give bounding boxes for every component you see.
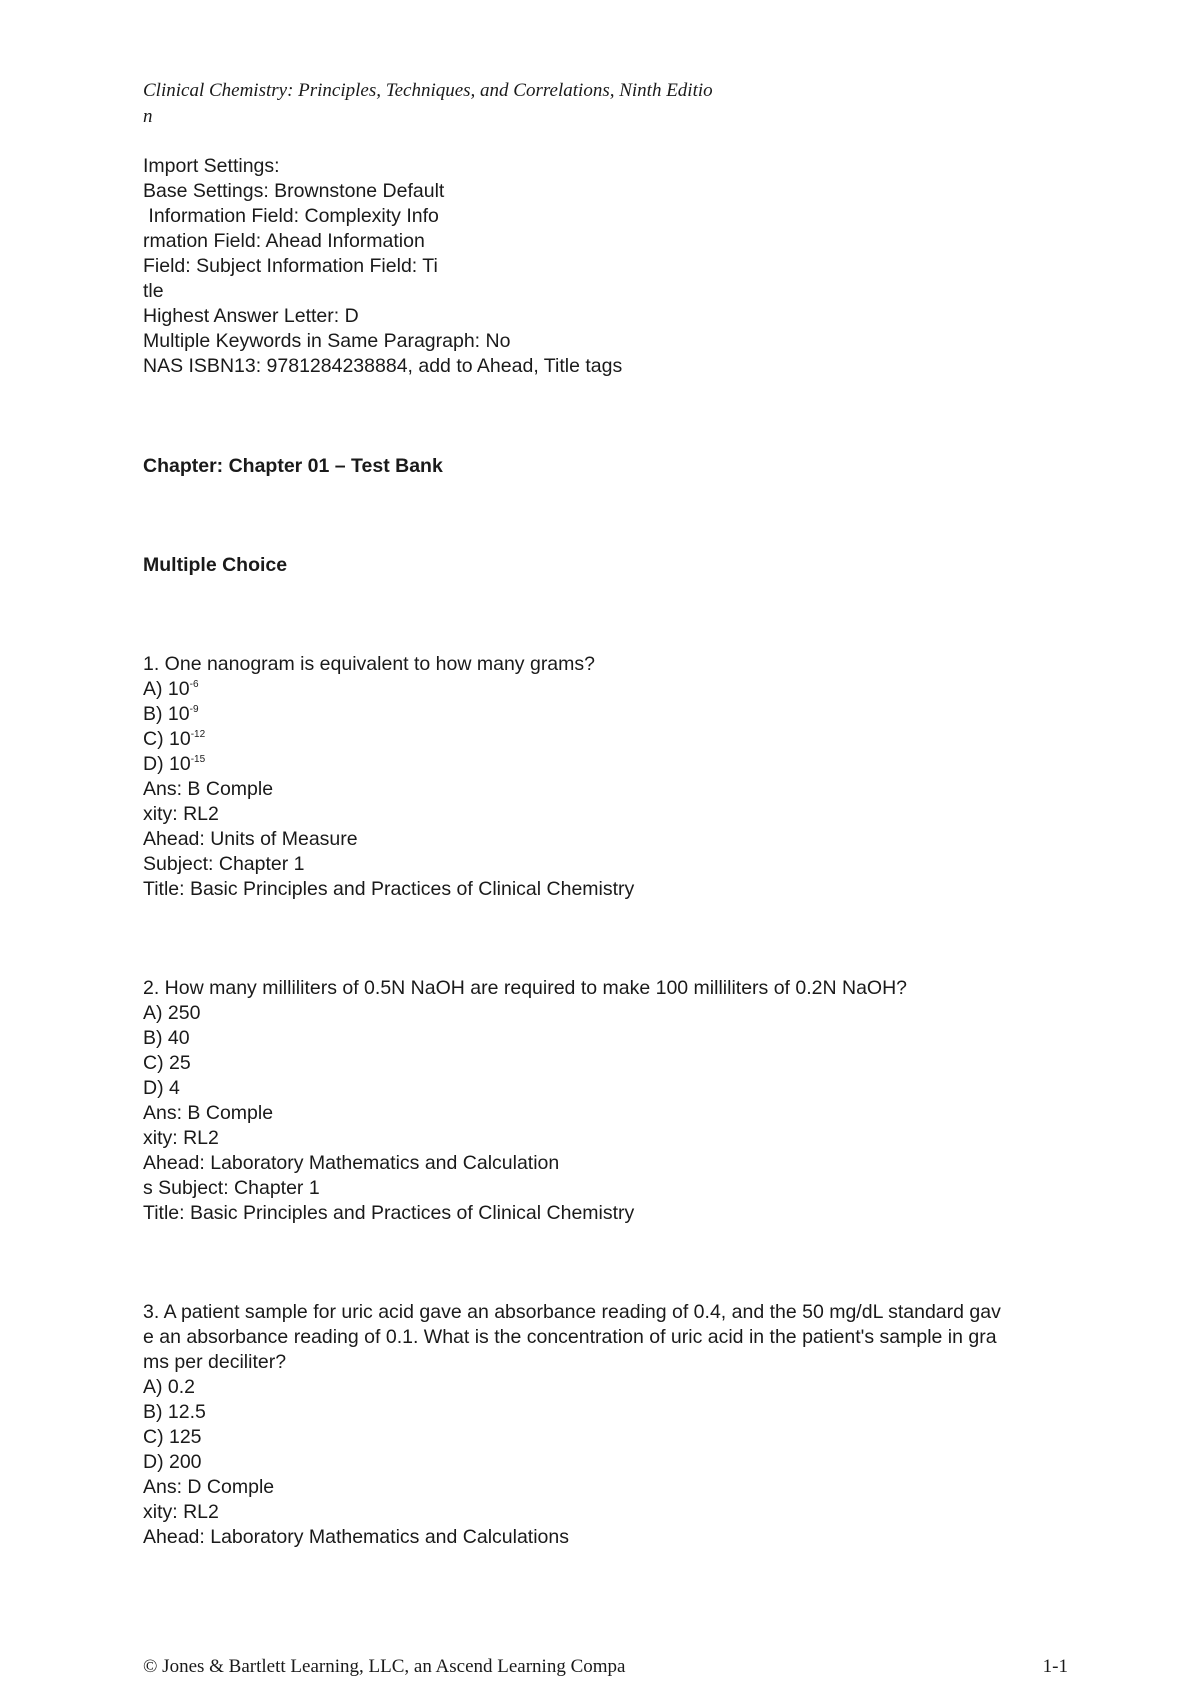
settings-line: Base Settings: Brownstone Default (143, 180, 445, 202)
settings-line: rmation Field: Ahead Information (143, 230, 425, 252)
answer-option: D) 4 (143, 1077, 180, 1099)
settings-line: NAS ISBN13: 9781284238884, add to Ahead, Title tags (143, 355, 623, 377)
meta-line: Ans: B Comple (143, 1102, 274, 1124)
meta-line: Ahead: Units of Measure (143, 828, 358, 850)
answer-option: B) 40 (143, 1027, 190, 1049)
settings-line: Multiple Keywords in Same Paragraph: No (143, 330, 511, 352)
book-title-line: n (143, 106, 153, 127)
answer-option (143, 752, 1083, 777)
question-text: 3. A patient sample for uric acid gave an absorbance reading of 0.4, and the 50 mg/dL standard gav (143, 1301, 1001, 1323)
option-exponent: -12 (190, 729, 206, 740)
question-text: e an absorbance reading of 0.1. What is the concentration of uric acid in the patient's sample in gra (143, 1326, 997, 1348)
answer-option (143, 677, 1083, 702)
answer-option: D) 200 (143, 1451, 202, 1473)
section-heading: Multiple Choice (143, 554, 288, 576)
meta-line: Subject: Chapter 1 (143, 853, 305, 875)
meta-line: xity: RL2 (143, 1127, 219, 1149)
option-exponent: -9 (189, 704, 199, 715)
book-title (143, 78, 1083, 130)
book-title-line: Clinical Chemistry: Principles, Techniques, and Correlations, Ninth Editio (143, 80, 713, 101)
option-text: B) 10 (143, 703, 190, 725)
document-page (143, 78, 1083, 1550)
settings-line: Information Field: Complexity Info (143, 205, 439, 227)
answer-option: B) 12.5 (143, 1401, 206, 1423)
question-1 (143, 652, 1083, 902)
answer-option: C) 125 (143, 1426, 202, 1448)
meta-line: Title: Basic Principles and Practices of Clinical Chemistry (143, 1202, 635, 1224)
copyright-text: © Jones & Bartlett Learning, LLC, an Ascend Learning Compa (143, 1656, 626, 1677)
meta-line: s Subject: Chapter 1 (143, 1177, 320, 1199)
meta-line: Ahead: Laboratory Mathematics and Calculation (143, 1152, 560, 1174)
question-3 (143, 1300, 1083, 1550)
settings-line: Field: Subject Information Field: Ti (143, 255, 438, 277)
answer-option (143, 727, 1083, 752)
option-text: D) 10 (143, 753, 191, 775)
meta-line: Title: Basic Principles and Practices of Clinical Chemistry (143, 878, 635, 900)
meta-line: xity: RL2 (143, 803, 219, 825)
page-number: 1-1 (1042, 1656, 1068, 1677)
question-2 (143, 976, 1083, 1226)
import-settings (143, 154, 1083, 379)
question-text: 1. One nanogram is equivalent to how many grams? (143, 653, 595, 675)
meta-line: Ahead: Laboratory Mathematics and Calculations (143, 1526, 569, 1548)
option-exponent: -15 (190, 754, 206, 765)
answer-option: A) 250 (143, 1002, 201, 1024)
meta-line: Ans: B Comple (143, 778, 274, 800)
answer-option: A) 0.2 (143, 1376, 196, 1398)
meta-line: Ans: D Comple (143, 1476, 275, 1498)
question-text: ms per deciliter? (143, 1351, 287, 1373)
option-text: C) 10 (143, 728, 191, 750)
answer-option: C) 25 (143, 1052, 191, 1074)
answer-option (143, 702, 1083, 727)
settings-line: Highest Answer Letter: D (143, 305, 359, 327)
chapter-heading: Chapter: Chapter 01 – Test Bank (143, 455, 443, 477)
option-text: A) 10 (143, 678, 190, 700)
settings-line: Import Settings: (143, 155, 280, 177)
meta-line: xity: RL2 (143, 1501, 219, 1523)
question-text: 2. How many milliliters of 0.5N NaOH are required to make 100 milliliters of 0.2N NaOH? (143, 977, 908, 999)
option-exponent: -6 (189, 679, 199, 690)
settings-line: tle (143, 280, 164, 302)
